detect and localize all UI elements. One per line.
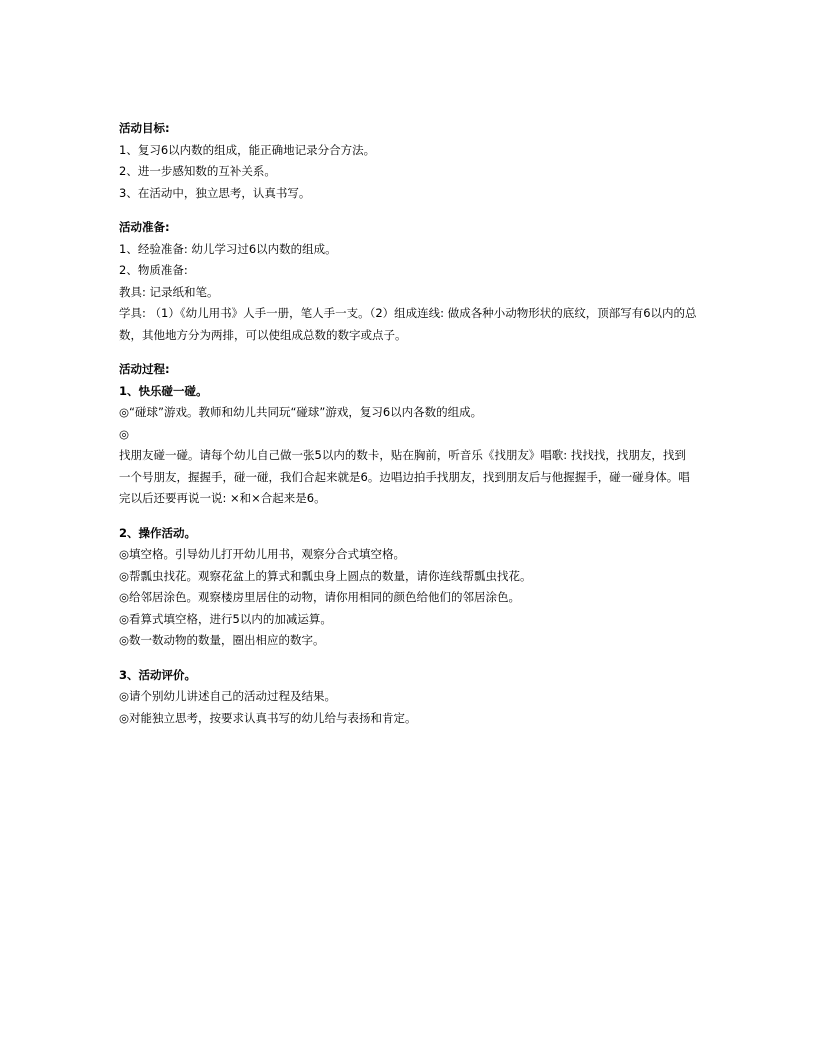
section-gap <box>119 652 697 665</box>
process-section2-title: 2、操作活动。 <box>119 525 197 540</box>
prep-item-2: 2、物质准备: <box>119 263 188 277</box>
goal-item-2: 2、进一步感知数的互补关系。 <box>119 164 276 178</box>
goal-item-1: 1、复习6以内数的组成，能正确地记录分合方法。 <box>119 142 376 157</box>
process-section2-item-3: ◎给邻居涂色。观察楼房里居住的动物，请你用相同的颜色给他们的邻居涂色。 <box>119 590 521 604</box>
process-section3-item-2: ◎对能独立思考，按要求认真书写的幼儿给与表扬和肯定。 <box>119 710 417 725</box>
process-section2-item-1: ◎填空格。引导幼儿打开幼儿用书，观察分合式填空格。 <box>119 547 406 561</box>
process-section1-item-1: ◎“碰球”游戏。教师和幼儿共同玩“碰球”游戏，复习6以内各数的组成。 <box>119 405 483 419</box>
process-section2-item-4: ◎看算式填空格，进行5以内的加减运算。 <box>119 611 332 626</box>
process-section1-title: 1、快乐碰一碰。 <box>119 383 208 398</box>
process-heading: 活动过程: <box>119 362 170 376</box>
prep-item-1: 1、经验准备: 幼儿学习过6以内数的组成。 <box>119 241 337 256</box>
section-gap <box>119 510 697 523</box>
process-section3-title: 3、活动评价。 <box>119 667 197 682</box>
process-section1-item-3: 找朋友碰一碰。请每个幼儿自己做一张5以内的数卡，贴在胸前，听音乐《找朋友》唱歌: 找找找，找朋友，找到一个号朋友，握握手，碰一碰，我们合起来就是6。边唱边拍手找朋友，找到朋友后与他握握手，碰一碰身体。唱完以后还要再说一说: ×和×合起来是6。 <box>119 448 690 505</box>
section-gap <box>119 346 697 359</box>
prep-heading: 活动准备: <box>119 220 170 234</box>
process-section3-item-1: ◎请个别幼儿讲述自己的活动过程及结果。 <box>119 689 337 703</box>
section-gap <box>119 204 697 217</box>
prep-item-3: 教具: 记录纸和笔。 <box>119 284 219 299</box>
goal-item-3: 3、在活动中，独立思考，认真书写。 <box>119 185 311 200</box>
process-section2-item-5: ◎数一数动物的数量，圈出相应的数字。 <box>119 633 325 647</box>
document-page <box>119 118 697 729</box>
process-section2-item-2: ◎帮瓢虫找花。观察花盆上的算式和瓢虫身上圆点的数量，请你连线帮瓢虫找花。 <box>119 568 532 583</box>
process-section1-item-2: ◎ <box>119 426 130 441</box>
prep-item-4: 学具: （1）《幼儿用书》人手一册，笔人手一支。（2）组成连线: 做成各种小动物形状的底纹，顶部写有6以内的总数，其他地方分为两排，可以使组成总数的数字或点子。 <box>119 306 697 342</box>
goals-heading: 活动目标: <box>119 121 170 135</box>
